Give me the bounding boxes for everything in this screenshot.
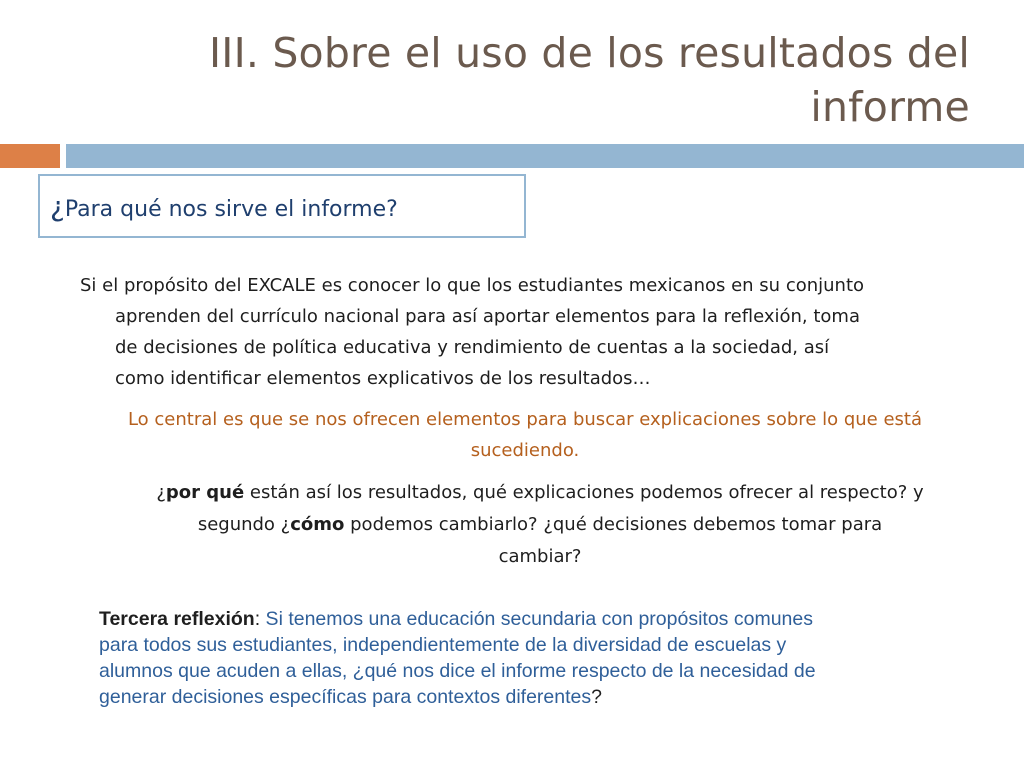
accent-band-orange [0,144,60,168]
third-reflection [99,606,959,710]
purpose-line-3: de decisiones de política educativa y rendimiento de cuentas a la sociedad, así [115,337,830,358]
slide-title [170,26,970,134]
why-q1-mark: ¿ [156,482,166,503]
third-line-2: para todos sus estudiantes, independientemente de la diversidad de escuelas y [99,634,787,656]
question-heading [50,190,398,223]
question-box [38,174,526,238]
highlight-statement [60,404,990,466]
why-q2-rest: podemos cambiarlo? ¿qué decisiones debemos tomar para [344,514,883,535]
purpose-line-4: como identificar elementos explicativos de los resultados… [115,368,651,389]
purpose-paragraph [80,270,980,394]
question-text: Para qué nos sirve el informe? [64,197,398,222]
third-line-3: alumnos que acuden a ellas, ¿qué nos dice el informe respecto de la necesidad de [99,660,816,682]
third-label: Tercera reflexión [99,608,255,630]
why-q2-bold: cómo [290,514,345,535]
slide-title-line-1: III. Sobre el uso de los resultados del [208,29,970,77]
purpose-line-2: aprenden del currículo nacional para así aportar elementos para la reflexión, toma [115,306,860,327]
why-q1-bold: por qué [165,482,245,503]
third-colon: : [254,608,261,630]
third-line-4 [99,684,959,710]
why-line-3: cambiar? [498,546,582,567]
question-mark: ¿ [50,190,65,223]
why-q2-prefix: segundo [197,514,281,535]
third-end-mark: ? [591,686,602,708]
why-questions [60,477,1020,573]
purpose-line-1: Si el propósito del EXCALE es conocer lo que los estudiantes mexicanos en su conjunto [80,275,865,296]
highlight-line-2: sucediendo. [470,440,580,461]
highlight-line-1: Lo central es que se nos ofrecen elementos para buscar explicaciones sobre lo que está [127,409,923,430]
why-line-1 [60,477,1020,509]
why-line-2 [60,509,1020,541]
third-line-1-text: Si tenemos una educación secundaria con propósitos comunes [260,608,813,630]
third-line-4-text: generar decisiones específicas para contextos diferentes [99,686,592,708]
why-q1-rest: están así los resultados, qué explicaciones podemos ofrecer al respecto? y [244,482,924,503]
why-q2-mark: ¿ [280,514,291,535]
slide-title-line-2: informe [810,83,970,131]
third-line-1 [99,606,959,632]
accent-band-blue [66,144,1024,168]
